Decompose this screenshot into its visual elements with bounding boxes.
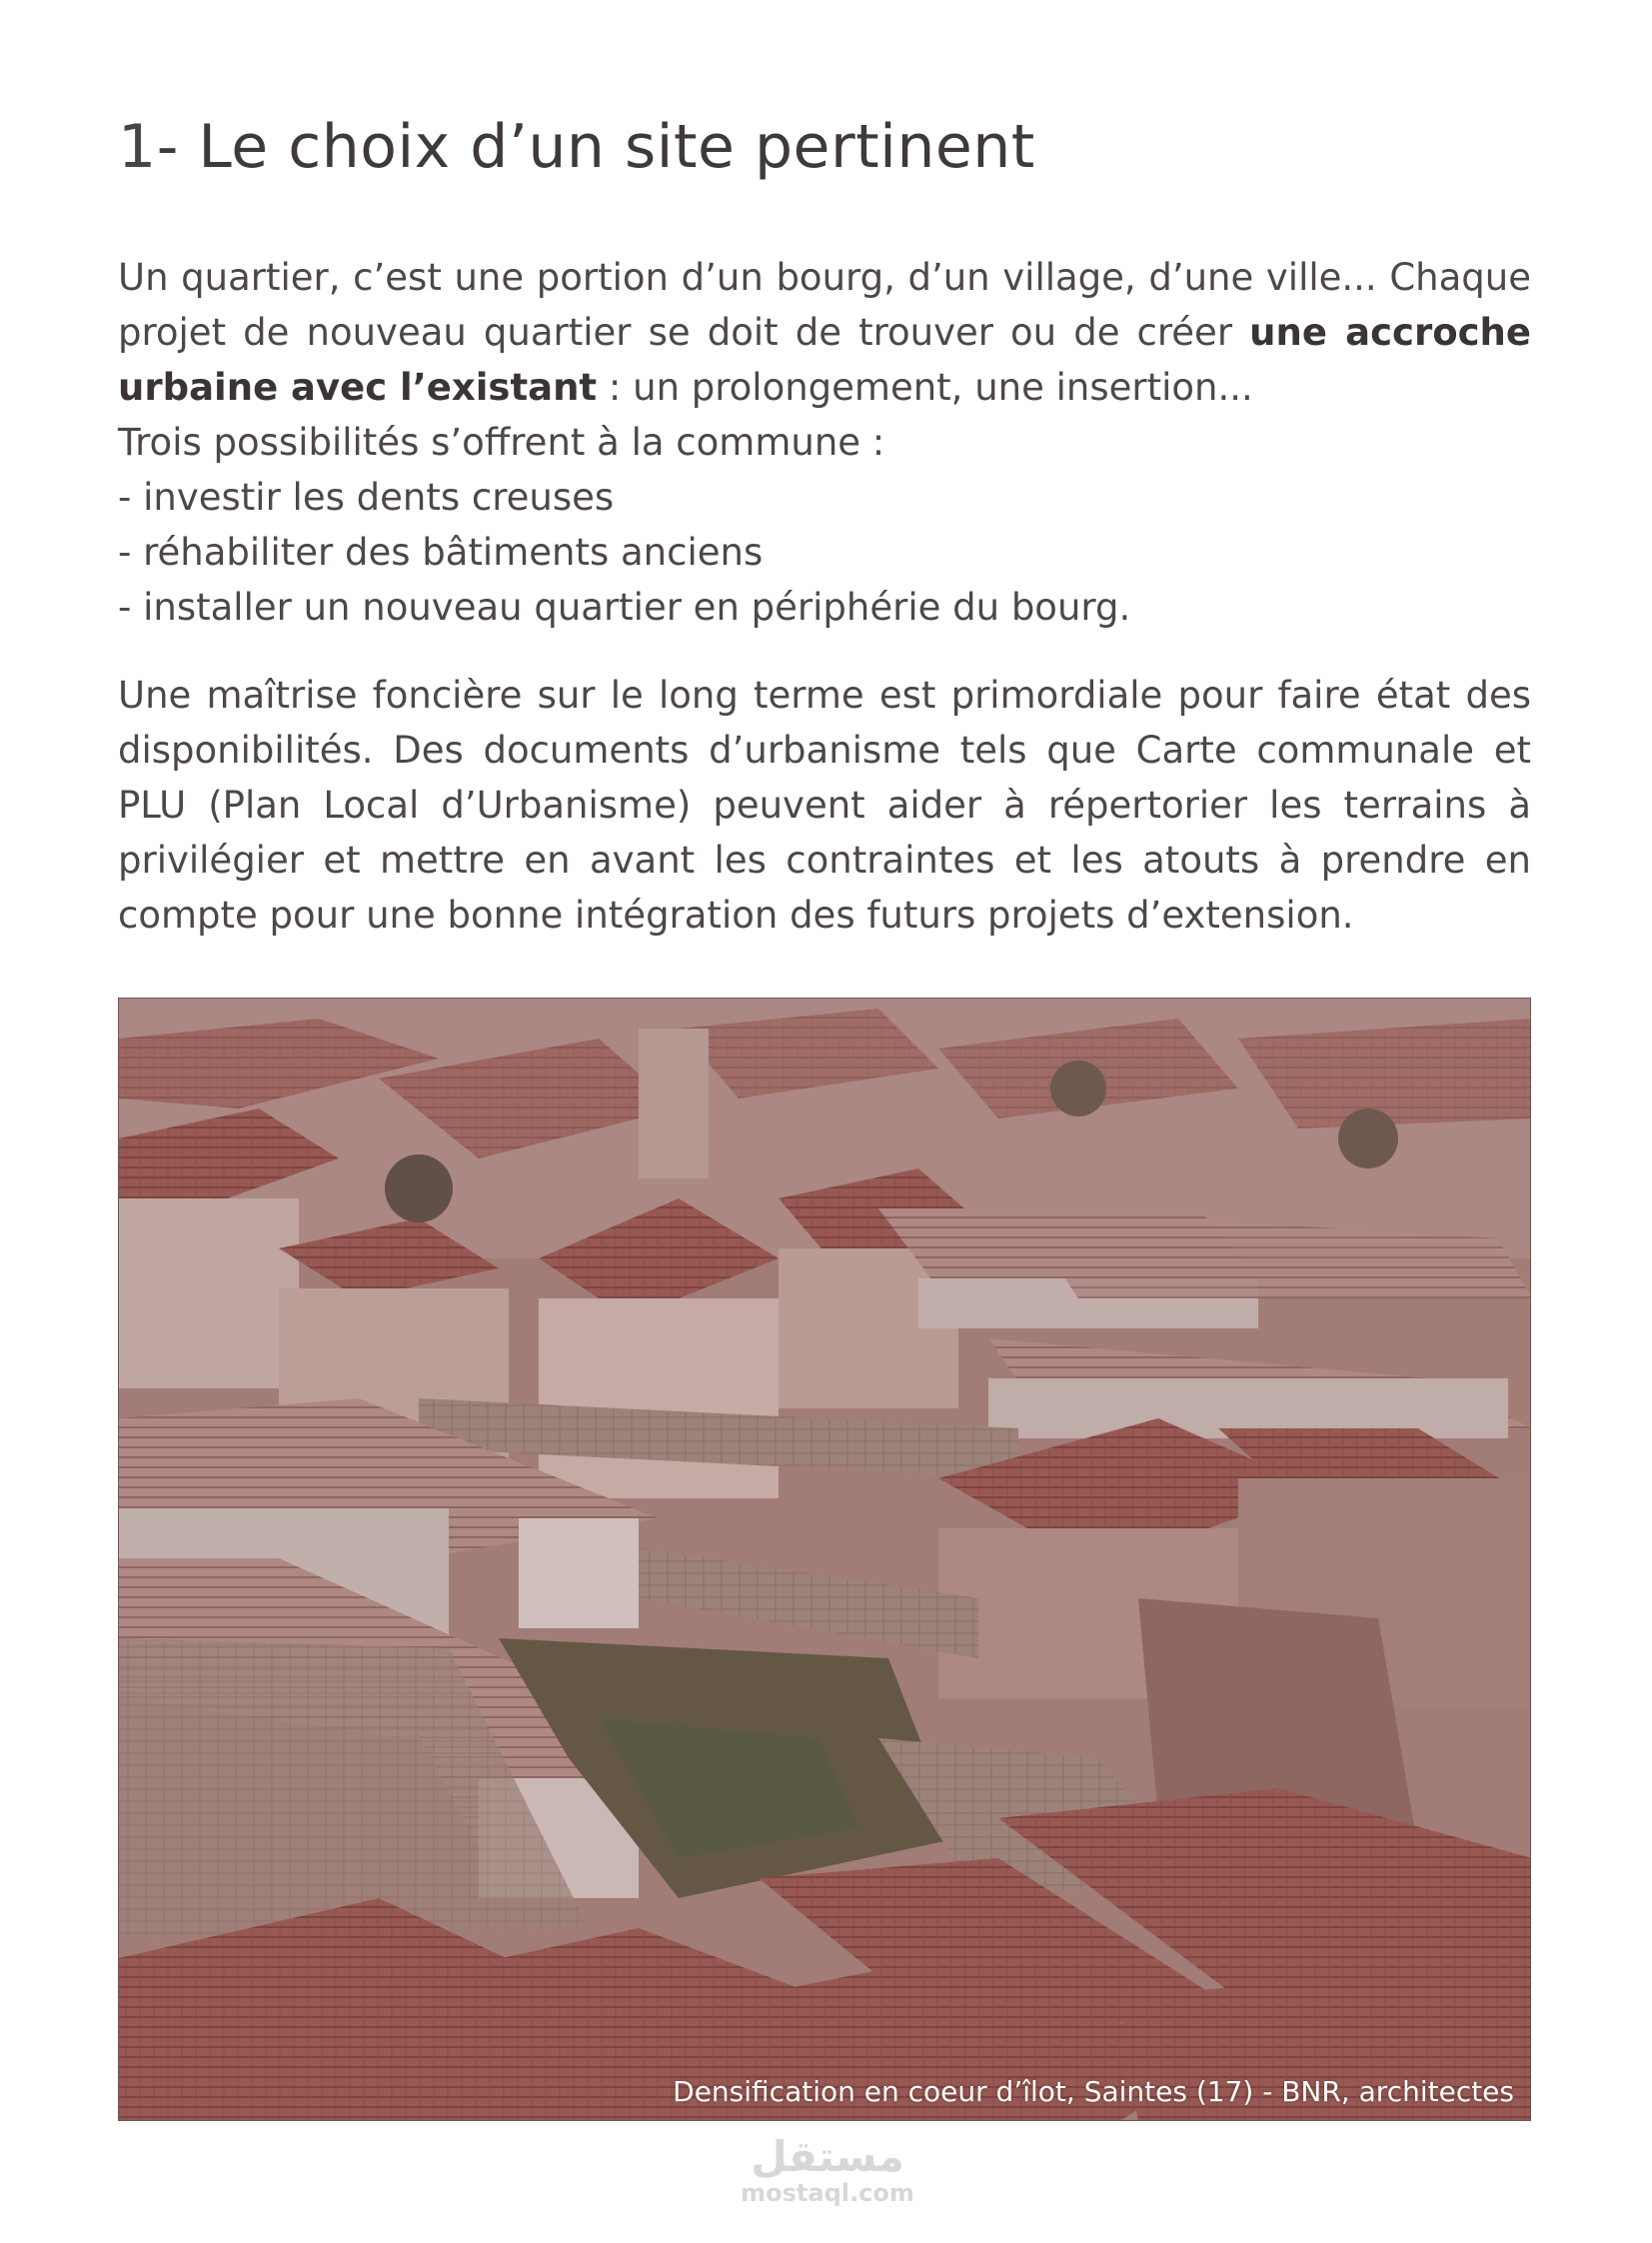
section-title: - Le choix d’un site pertinent: [156, 112, 1035, 182]
option-item: - investir les dents creuses: [118, 476, 615, 519]
intro-after-text: : un prolongement, une insertion...: [597, 366, 1253, 409]
intro-text: Un quartier, c’est une portion d’un bourg, d’un village, d’une ville... Chaque projet de nouveau quartier se doit de trouver ou de créer: [118, 256, 1531, 354]
land-paragraph: Une maîtrise foncière sur le long terme est primordiale pour faire état des disponibilités. Des documents d’urbanisme tels que Carte communale et PLU (Plan Local d’Urbanisme) peuvent aider à répertorier les terrains à privilégier et mettre en avant les contraintes et les atouts à prendre en compte pour une bonne intégration des futurs projets d’extension.: [118, 674, 1531, 937]
intro-paragraph: [118, 250, 1531, 635]
page-title: [118, 112, 1035, 182]
aerial-photo-illustration: [119, 999, 1531, 2121]
option-item: - installer un nouveau quartier en périphérie du bourg.: [118, 586, 1131, 629]
photo-caption: Densification en coeur d’îlot, Saintes (17) - BNR, architectes: [673, 2075, 1514, 2108]
aerial-photo: [118, 998, 1531, 2121]
options-intro: Trois possibilités s’offrent à la commune :: [118, 421, 885, 464]
watermark-latin: mostaql.com: [741, 2179, 914, 2207]
option-item: - réhabiliter des bâtiments anciens: [118, 531, 764, 574]
section-number: 1: [118, 112, 157, 182]
watermark-arabic: مستقل: [751, 2132, 904, 2181]
mostaql-watermark: [728, 2132, 927, 2207]
emphasis-text: une accroche urbaine avec l’existant: [118, 311, 1531, 409]
